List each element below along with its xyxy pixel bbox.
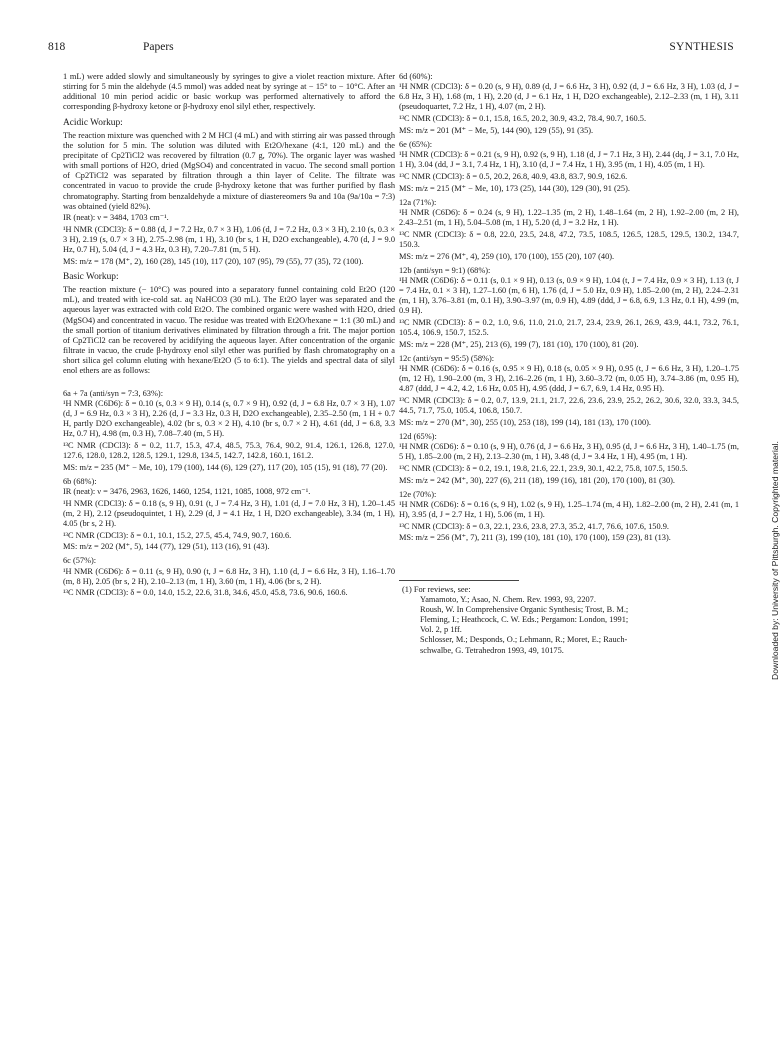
- acidic-hnmr: ¹H NMR (CDCl3): δ = 0.88 (d, J = 7.2 Hz, 0.7 × 3 H), 1.06 (d, J = 7.2 Hz, 0.3 × 3 H), 2.10 (s, 0.3 × 3 H), 2.19 (s, 0.7 × 3 H), 2.75–2.98 (m, 1 H), 3.10 (br s, 1 H, D2O exchangeable), 4.70 (d, J = 9.0 Hz, 0.7 H), 5.04 (d, J = 4.3 Hz, 0.3 H), 7.20–7.81 (m, 5 H).: [63, 225, 396, 255]
- download-notice: Downloaded by: University of Pittsburgh. Copyrighted material.: [770, 441, 780, 680]
- compound-6a7a-hnmr: ¹H NMR (C6D6): δ = 0.10 (s, 0.3 × 9 H), 0.14 (s, 0.7 × 9 H), 0.92 (d, J = 6.8 Hz, 0.7 × 3 H), 1.07 (d, J = 6.9 Hz, 0.3 × 3 H), 2.26 (d, J = 3.3 Hz, 0.3 H, D2O exchangeable), 2.35–2.50 (m, 1 H + 0.7 H, partly D2O exchangeable), 4.02 (br s, 0.3 × 2 H), 4.10 (br s, 0.7 × 2 H), 4.61 (dd, J = 6.8, 3.3 Hz, 0.7 H), 4.98 (m, 0.3 H), 7.08–7.40 (m, 5 H).: [63, 398, 395, 439]
- basic-workup-text: The reaction mixture (− 10°C) was poured into a separatory funnel containing cold Et2O (120 mL), and treated with ice-cold sat. aq NaHCO3 (30 mL). The Et2O layer was separated and the aqueous layer was extracted with cold Et2O. The combined organic were washed with H2O, dried (MgSO4) and concentrated in vacuo. The residue was treated with Et2O/hexane = 1:1 (30 mL) and the small portion of titanium derivatives eliminated by filtration through a frit. The major portion of Cp2TiCl2 can be recovered by acidifying the aqueous layer. After concentration of the organic filtrate in vacuo, the crude β-hydroxy enol silyl ether was purified by flash chromatography on a short silica gel column eluting with hexane/Et2O (5 to 6:1). The yields and spectral data of silyl enol ethers are as follows:: [63, 285, 395, 376]
- right-column: [399, 72, 739, 656]
- compound-12a-title: 12a (71%):: [399, 197, 437, 207]
- compound-12b-title: 12b (anti/syn = 9:1) (68%):: [399, 265, 491, 275]
- compound-12c-title: 12c (anti/syn = 95:5) (58%):: [399, 353, 495, 363]
- compound-12d-hnmr: ¹H NMR (C6D6): δ = 0.10 (s, 9 H), 0.76 (d, J = 6.6 Hz, 3 H), 0.95 (d, J = 6.6 Hz, 3 H), 1.40–1.75 (m, 5 H), 1.85–2.00 (m, 2 H), 2.13–2.30 (m, 1 H), 3.48 (d, J = 3.4 Hz, 1 H), 4.95 (m, 1 H).: [399, 442, 739, 462]
- compound-6b-cnmr: ¹³C NMR (CDCl3): δ = 0.1, 10.1, 15.2, 27.5, 45.4, 74.9, 90.7, 160.6.: [63, 530, 292, 540]
- page-number: 818: [48, 41, 66, 53]
- references-rule: [399, 580, 519, 581]
- left-column: [63, 72, 395, 600]
- compound-12d-title: 12d (65%):: [399, 432, 437, 441]
- journal-name: SYNTHESIS: [669, 41, 734, 53]
- reference-line: Fleming, I.; Heathcock, C. W. Eds.; Pergamon: London, 1991;: [420, 615, 629, 625]
- section-label: Papers: [143, 41, 174, 53]
- compound-12a-hnmr: ¹H NMR (C6D6): δ = 0.24 (s, 9 H), 1.22–1.35 (m, 2 H), 1.48–1.64 (m, 2 H), 1.92–2.00 (m, 2 H), 2.43–2.51 (m, 1 H), 5.04–5.08 (m, 1 H), 5.20 (d, J = 3.2 Hz, 1 H).: [399, 207, 739, 228]
- compound-6c-title: 6c (57%):: [63, 556, 97, 566]
- acidic-workup-heading: Acidic Workup:: [63, 117, 123, 128]
- compound-6e-ms: MS: m/z = 215 (M⁺ − Me, 10), 173 (25), 144 (30), 129 (30), 91 (25).: [399, 183, 630, 193]
- compound-6d-ms: MS: m/z = 201 (M⁺ − Me, 5), 144 (90), 129 (55), 91 (35).: [399, 125, 594, 135]
- compound-6b-title: 6b (68%):: [63, 476, 97, 486]
- reference-1-label: (1) For reviews, see:: [402, 584, 471, 594]
- page-header: [48, 41, 734, 57]
- compound-12b-ms: MS: m/z = 228 (M⁺, 25), 213 (6), 199 (7), 181 (10), 170 (100), 81 (20).: [399, 339, 639, 349]
- compound-6d-title: 6d (60%):: [399, 72, 433, 81]
- compound-6e-hnmr: ¹H NMR (CDCl3): δ = 0.21 (s, 9 H), 0.92 (s, 9 H), 1.18 (d, J = 7.1 Hz, 3 H), 2.44 (dq, J = 3.1, 7.0 Hz, 1 H), 3.04 (dd, J = 3.1, 7.4 Hz, 1 H), 3.10 (d, J = 7.4 Hz, 1 H), 3.95 (m, 1 H), 4.05 (m, 1 H).: [399, 150, 739, 170]
- compound-6b-ir: IR (neat): ν = 3476, 2963, 1626, 1460, 1254, 1121, 1085, 1008, 972 cm⁻¹.: [63, 486, 311, 496]
- reference-line: schwalbe, G. Tetrahedron 1993, 49, 10175.: [420, 645, 564, 655]
- compound-12e-title: 12e (70%):: [399, 489, 437, 499]
- compound-12c-ms: MS: m/z = 270 (M⁺, 30), 255 (10), 253 (18), 199 (14), 181 (13), 170 (100).: [399, 417, 651, 427]
- intro-paragraph: 1 mL) were added slowly and simultaneously by syringes to give a violet reaction mixture. After stirring for 5 min the aldehyde (4.5 mmol) was added neat by syringe at − 15° to − 10°C. After an additional 10 min period acidic or basic workup was performed alternatively to afford the corresponding β-hydroxy ketone or β-hydroxy enol silyl ether, respectively.: [63, 72, 395, 112]
- compound-6a7a-ms: MS: m/z = 235 (M⁺ − Me, 10), 179 (100), 144 (6), 129 (27), 117 (20), 105 (15), 91 (18), 77 (20).: [63, 462, 388, 472]
- compound-6c-cnmr: ¹³C NMR (CDCl3): δ = 0.0, 14.0, 15.2, 22.6, 31.8, 34.6, 45.0, 45.8, 73.6, 90.6, 160.6.: [63, 588, 348, 598]
- compound-6b-hnmr: ¹H NMR (CDCl3): δ = 0.18 (s, 9 H), 0.91 (t, J = 7.4 Hz, 3 H), 1.01 (d, J = 7.0 Hz, 3 H), 1.20–1.45 (m, 2 H), 2.12 (pseudoquintet, 1 H), 2.29 (d, J = 4.1 Hz, 1 H, D2O exchangeable), 3.34 (m, 1 H), 4.05 (br s, 2 H).: [63, 498, 395, 528]
- compound-12d-ms: MS: m/z = 242 (M⁺, 30), 227 (6), 211 (18), 199 (16), 181 (20), 170 (100), 81 (30).: [399, 475, 675, 485]
- compound-12c-hnmr: ¹H NMR (C6D6): δ = 0.16 (s, 0.95 × 9 H), 0.18 (s, 0.05 × 9 H), 0.95 (t, J = 6.6 Hz, 3 H), 1.20–1.75 (m, 12 H), 1.90–2.00 (m, 3 H), 2.16–2.26 (m, 1 H), 3.60–3.72 (m, 0.05 H), 3.74–3.86 (m, 0.95 H), 4.87 (ddd, J = 4.2, 4.2, 1.6 Hz, 0.05 H), 4.95 (ddd, J = 6.7, 6.9, 1.4 Hz, 0.95 H).: [399, 364, 739, 394]
- reference-line: Schlosser, M.; Desponds, O.; Lehmann, R.; Moret, E.; Rauch-: [420, 635, 628, 645]
- compound-6e-title: 6e (65%):: [399, 139, 433, 149]
- compound-6d-hnmr: ¹H NMR (CDCl3): δ = 0.20 (s, 9 H), 0.89 (d, J = 6.6 Hz, 3 H), 0.92 (d, J = 6.6 Hz, 3 H), 1.03 (d, J = 6.8 Hz, 3 H), 1.68 (m, 1 H), 2.20 (d, J = 6.1 Hz, 1 H, D2O exchangeable), 2.12–2.33 (m, 1 H), 3.11 (pseudoquartet, 7.2 Hz, 1 H), 4.07 (m, 2 H).: [399, 82, 739, 112]
- compound-12e-cnmr: ¹³C NMR (CDCl3): δ = 0.3, 22.1, 23.6, 23.8, 27.3, 35.2, 41.7, 76.6, 107.6, 150.9.: [399, 521, 669, 531]
- compound-12c-cnmr: ¹³C NMR (CDCl3): δ = 0.2, 0.7, 13.9, 21.1, 21.7, 22.6, 23.6, 23.9, 25.2, 26.2, 30.6, 32.0, 33.3, 34.5, 44.5, 71.7, 75.0, 105.4, 106.8, 150.7.: [399, 396, 739, 416]
- acidic-ir: IR (neat): ν = 3484, 1703 cm⁻¹.: [63, 213, 169, 223]
- reference-line: Yamamoto, Y.; Asao, N. Chem. Rev. 1993, 93, 2207.: [420, 594, 596, 604]
- compound-6a7a-title: 6a + 7a (anti/syn = 7:3, 63%):: [63, 388, 164, 398]
- basic-workup-heading: Basic Workup:: [63, 272, 119, 283]
- reference-line: Vol. 2, p 1ff.: [420, 625, 462, 635]
- compound-12b-cnmr: ¹³C NMR (CDCl3): δ = 0.2, 1.0, 9.6, 11.0, 21.0, 21.7, 23.4, 23.9, 26.1, 26.9, 43.9, 44.1, 73.2, 76.1, 105.4, 106.9, 150.7, 152.5.: [399, 317, 739, 338]
- compound-12a-ms: MS: m/z = 276 (M⁺, 4), 259 (10), 170 (100), 155 (20), 107 (40).: [399, 251, 615, 261]
- compound-6d-cnmr: ¹³C NMR (CDCl3): δ = 0.1, 15.8, 16.5, 20.2, 30.9, 43.2, 78.4, 90.7, 160.5.: [399, 114, 647, 124]
- compound-6c-hnmr: ¹H NMR (C6D6): δ = 0.11 (s, 9 H), 0.90 (t, J = 6.8 Hz, 3 H), 1.10 (d, J = 6.6 Hz, 3 H), 1.16–1.70 (m, 8 H), 2.05 (br s, 2 H), 2.10–2.13 (m, 1 H), 3.60 (m, 1 H), 4.06 (br s, 2 H).: [63, 566, 395, 586]
- reference-line: Roush, W. In Comprehensive Organic Synthesis; Trost, B. M.;: [420, 604, 629, 614]
- compound-12e-ms: MS: m/z = 256 (M⁺, 7), 211 (3), 199 (10), 181 (10), 170 (100), 159 (23), 81 (13).: [399, 533, 671, 543]
- acidic-ms: MS: m/z = 178 (M⁺, 2), 160 (28), 145 (10), 117 (20), 107 (95), 79 (55), 77 (35), 72 (100).: [63, 257, 364, 266]
- compound-12d-cnmr: ¹³C NMR (CDCl3): δ = 0.2, 19.1, 19.8, 21.6, 22.1, 23.9, 30.1, 42.2, 75.8, 107.5, 150.5.: [399, 463, 688, 473]
- compound-12b-hnmr: ¹H NMR (C6D6): δ = 0.11 (s, 0.1 × 9 H), 0.13 (s, 0.9 × 9 H), 1.04 (t, J = 7.4 Hz, 0.9 × 3 H), 1.13 (t, J = 7.4 Hz, 0.1 × 3 H), 1.27–1.60 (m, 6 H), 1.76 (d, J = 5.0 Hz, 0.9 H), 1.85–2.00 (m, 2 H), 2.24–2.31 (m, 1 H), 3.76–3.81 (m, 0.1 H), 3.90–3.97 (m, 0.9 H), 4.89 (ddd, J = 6.8, 6.9, 1.3 Hz, 0.1 H), 4.99 (m, 0.9 H).: [399, 275, 739, 316]
- compound-6b-ms: MS: m/z = 202 (M⁺, 5), 144 (77), 129 (51), 113 (16), 91 (43).: [63, 542, 270, 552]
- references: [399, 580, 739, 656]
- acidic-workup-text: The reaction mixture was quenched with 2 M HCl (4 mL) and with stirring air was passed through the solution for 5 min. The solution was diluted with Et2O/hexane (4:1, 120 mL) and the precipitate of Cp2TiCl2 was recovered by filtration (0.7 g, 70%). The organic layer was washed with small portions of H2O, dried (MgSO4) and concentrated in vacuo. The second small portion of Cp2TiCl2 was separated by filtration through a thin layer of Celite. The filtrate was concentrated in vacuo to provide the crude β-hydroxy ketone that was further purified by flash chromatography. Starting from benzaldehyde a mixture of diastereomers 9a and 10a (9a/10a = 7:3) was obtained (yield 82%).: [63, 130, 395, 211]
- compound-12e-hnmr: ¹H NMR (C6D6): δ = 0.16 (s, 9 H), 1.02 (s, 9 H), 1.25–1.74 (m, 4 H), 1.82–2.00 (m, 2 H), 2.41 (m, 1 H), 3.95 (d, J = 2.7 Hz, 1 H), 5.06 (m, 1 H).: [399, 499, 739, 520]
- compound-12a-cnmr: ¹³C NMR (CDCl3): δ = 0.8, 22.0, 23.5, 24.8, 47.2, 73.5, 108.5, 126.5, 128.5, 129.5, 130.2, 134.7, 150.3.: [399, 229, 739, 249]
- compound-6e-cnmr: ¹³C NMR (CDCl3): δ = 0.5, 20.2, 26.8, 40.9, 43.8, 83.7, 90.9, 162.6.: [399, 171, 628, 181]
- compound-6a7a-cnmr: ¹³C NMR (CDCl3): δ = 0.2, 11.7, 15.3, 47.4, 48.5, 75.3, 76.4, 90.2, 91.4, 126.1, 126.8, 127.0, 127.6, 128.0, 128.2, 128.5, 129.1, 129.8, 134.5, 142.7, 142.8, 160.1, 161.2.: [63, 440, 395, 460]
